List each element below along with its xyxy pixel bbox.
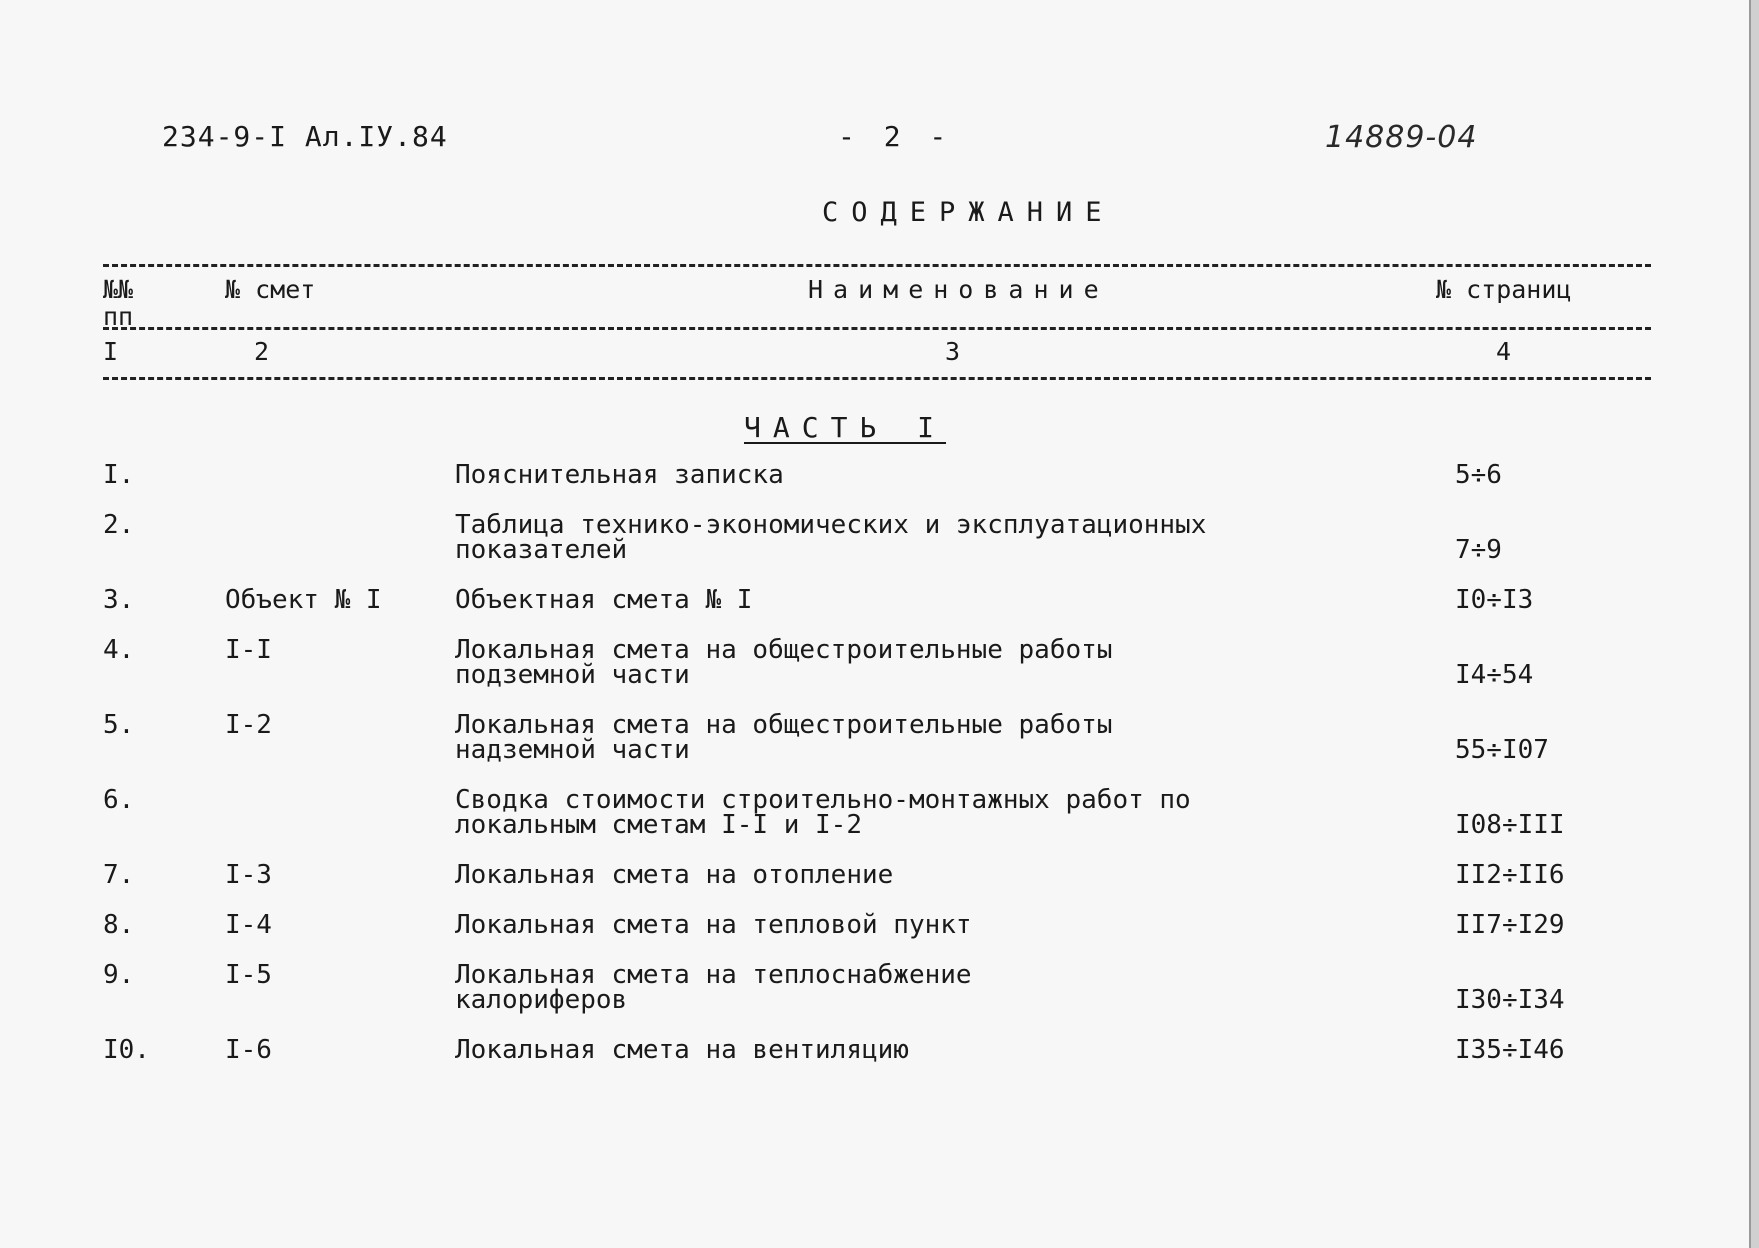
row-estimate: I-4 [225,910,272,940]
row-estimate: I-5 [225,960,272,990]
row-name-line: Локальная смета на общестроительные работы [455,635,1113,665]
row-estimate: I-6 [225,1035,272,1065]
row-pages: I4÷54 [1455,660,1534,690]
row-name-line: Локальная смета на вентиляцию [455,1035,909,1065]
row-pages: I08÷III [1455,810,1565,840]
col-number-3: 3 [945,337,961,366]
row-number: 9. [103,960,135,990]
document-number: 14889-04 [1325,120,1478,155]
row-pages: 5÷6 [1455,460,1502,490]
row-estimate: Объект № I [225,585,382,615]
header-num-sub: пп [103,302,134,331]
row-name-line: калориферов [455,985,628,1015]
row-number: 7. [103,860,135,890]
row-number: 6. [103,785,135,815]
row-pages: I0÷I3 [1455,585,1534,615]
page-title: СОДЕРЖАНИЕ [822,197,1115,228]
part-title: ЧАСТЬ I [744,411,947,444]
row-number: 5. [103,710,135,740]
row-estimate: I-2 [225,710,272,740]
row-pages: I35÷I46 [1455,1035,1565,1065]
row-number: I0. [103,1035,150,1065]
document-code: 234-9-I Ал.IУ.84 [162,120,448,153]
row-pages: II2÷II6 [1455,860,1565,890]
row-name-line: Локальная смета на тепловой пункт [455,910,972,940]
header-estimate: № смет [225,275,316,304]
col-number-2: 2 [254,337,270,366]
header-num: №№ [103,275,134,304]
row-pages: 7÷9 [1455,535,1502,565]
col-number-1: I [103,337,119,366]
row-estimate: I-3 [225,860,272,890]
row-name-line: Сводка стоимости строительно-монтажных работ по [455,785,1191,815]
row-pages: 55÷I07 [1455,735,1549,765]
row-name-line: Локальная смета на отопление [455,860,894,890]
row-name-line: Локальная смета на теплоснабжение [455,960,972,990]
row-name-line: Объектная смета № I [455,585,753,615]
row-number: 2. [103,510,135,540]
row-name-line: надземной части [455,735,690,765]
row-pages: II7÷I29 [1455,910,1565,940]
row-name-line: локальным сметам I-I и I-2 [455,810,862,840]
row-number: 3. [103,585,135,615]
row-pages: I30÷I34 [1455,985,1565,1015]
row-name-line: показателей [455,535,628,565]
row-number: I. [103,460,135,490]
row-number: 8. [103,910,135,940]
row-name-line: подземной части [455,660,690,690]
header-name: Наименование [808,275,1109,304]
row-name-line: Пояснительная записка [455,460,784,490]
row-name-line: Таблица технико-экономических и эксплуатационных [455,510,1207,540]
row-number: 4. [103,635,135,665]
row-estimate: I-I [225,635,272,665]
header-pages: № страниц [1436,275,1572,304]
row-name-line: Локальная смета на общестроительные работы [455,710,1113,740]
page-number: - 2 - [838,120,953,153]
col-number-4: 4 [1496,337,1512,366]
